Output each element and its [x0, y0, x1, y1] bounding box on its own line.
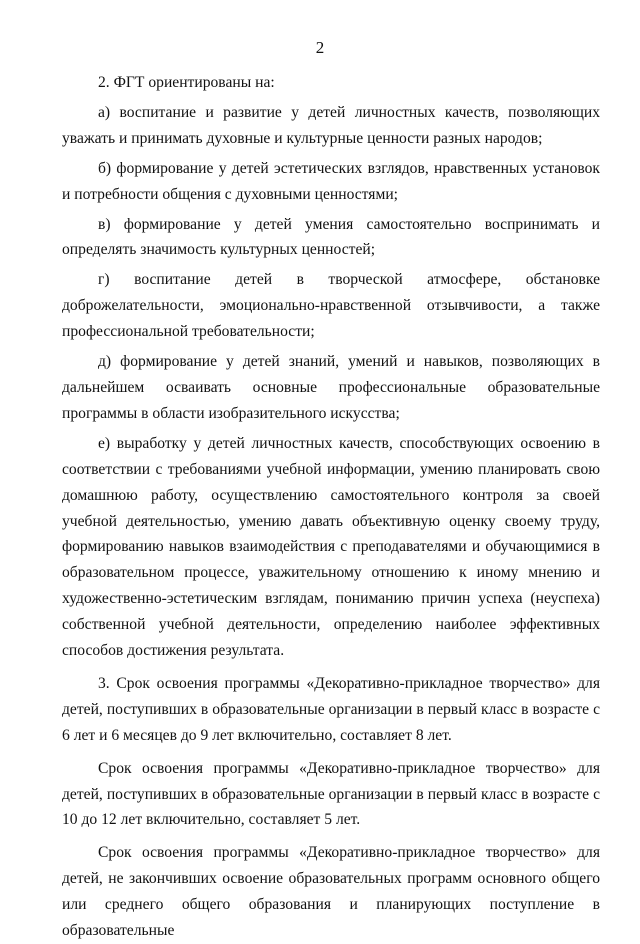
page-number: 2 — [315, 38, 325, 57]
paragraph-item-d: д) формирование у детей знаний, умений и навыков, позволяющих в дальнейшем осваивать основные профессиональные образовательные программы в области изобразительного искусства; — [62, 353, 600, 422]
paragraph-item-e: е) выработку у детей личностных качеств, способствующих освоению в соответствии с требованиями учебной информации, умению планировать свою домашнюю работу, осуществлению самостоятельного контроля за своей учебной деятельностью, умению давать объективную оценку своему труду, формированию навыков взаимодействия с преподавателями и обучающимися в образовательном процессе, уважительному отношению к иному мнению и художественно-эстетическим взглядам, пониманию причин успеха (неуспеха) собственной учебной деятельности, определению наиболее эффективных способов достижения результата. — [62, 434, 600, 660]
paragraph-item-b: б) формирование у детей эстетических взглядов, нравственных установок и потребности общения с духовными ценностями; — [62, 159, 600, 203]
paragraph-item-v: в) формирование у детей умения самостоятельно воспринимать и определять значимость культурных ценностей; — [62, 215, 600, 259]
document-body — [62, 70, 600, 944]
paragraph-item-3-term: 3. Срок освоения программы «Декоративно-прикладное творчество» для детей, поступивших в образовательные организации в первый класс в возрасте с 6 лет и 6 месяцев до 9 лет включительно, составляет 8 лет. — [62, 674, 600, 744]
paragraph-item-g: г) воспитание детей в творческой атмосфере, обстановке доброжелательности, эмоционально-нравственной отзывчивости, а также профессиональной требовательности; — [62, 271, 600, 341]
paragraph-item-2-heading: 2. ФГТ ориентированы на: — [98, 74, 275, 91]
paragraph-term-continued: Срок освоения программы «Декоративно-прикладное творчество» для детей, не закончивших освоение образовательных программ основного общего или среднего общего образования и планирующих поступление в образовательные — [62, 844, 600, 940]
paragraph-term-5-years: Срок освоения программы «Декоративно-прикладное творчество» для детей, поступивших в образовательные организации в первый класс в возрасте с 10 до 12 лет включительно, составляет 5 лет. — [62, 759, 600, 829]
paragraph-item-a: а) воспитание и развитие у детей личностных качеств, позволяющих уважать и принимать духовные и культурные ценности разных народов; — [62, 103, 600, 147]
